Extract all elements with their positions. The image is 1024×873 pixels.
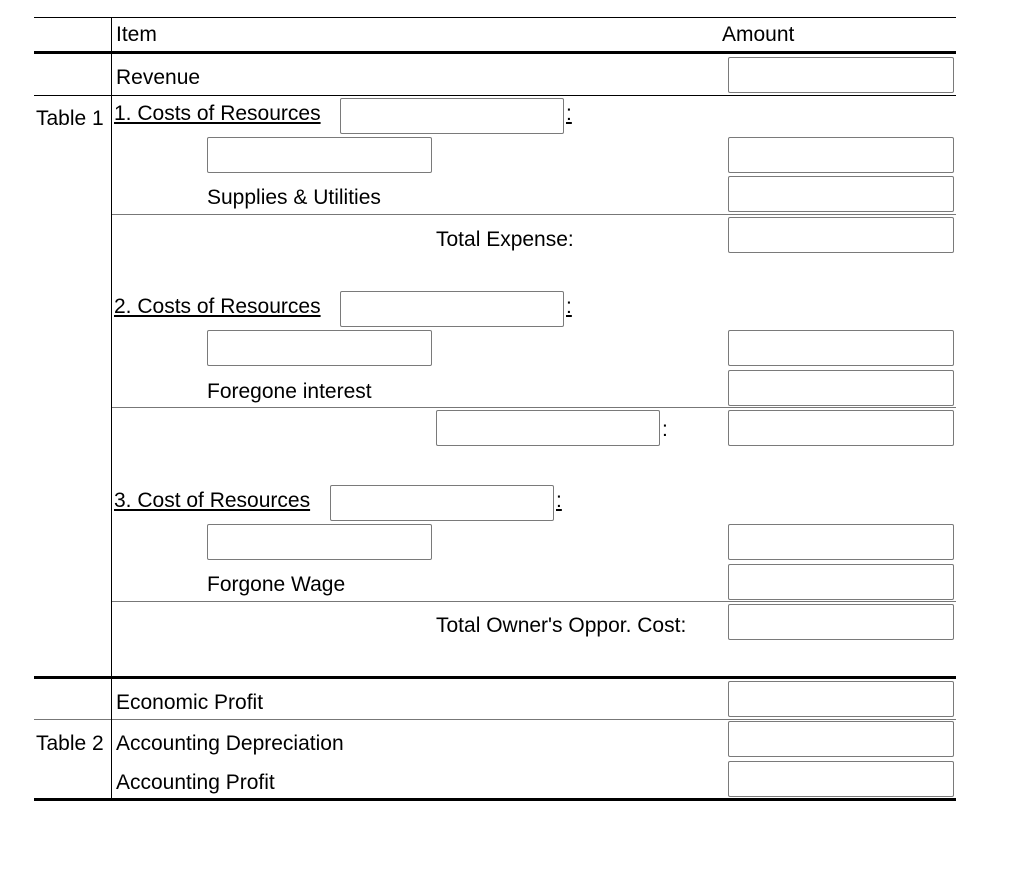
section2-colon: : (566, 295, 572, 318)
accounting-profit-amount-input[interactable] (728, 761, 954, 797)
table2-label: Table 2 (36, 732, 104, 755)
section2-item-amount-input[interactable] (728, 330, 954, 366)
section1-subtotal-rule (112, 214, 956, 215)
forgone-wage-label: Forgone Wage (207, 573, 346, 596)
foregone-interest-amount-input[interactable] (728, 370, 954, 406)
section1-label-input[interactable] (340, 98, 564, 134)
item-header: Item (116, 23, 157, 46)
revenue-label: Revenue (116, 66, 201, 89)
revenue-rule (34, 95, 956, 96)
table2-bottom-rule (34, 798, 956, 801)
revenue-amount-input[interactable] (728, 57, 954, 93)
accounting-depreciation-amount-input[interactable] (728, 721, 954, 757)
table1-label: Table 1 (36, 107, 104, 130)
subtotal2-amount-input[interactable] (728, 410, 954, 446)
supplies-label: Supplies & Utilities (207, 186, 381, 209)
economic-profit-label: Economic Profit (116, 691, 264, 714)
foregone-interest-label: Foregone interest (207, 380, 372, 403)
section3-colon: : (556, 489, 562, 512)
section2-subtotal-rule (112, 407, 956, 408)
header-rule (34, 51, 956, 54)
forgone-wage-amount-input[interactable] (728, 564, 954, 600)
section3-subtotal-rule (112, 601, 956, 602)
economic-profit-amount-input[interactable] (728, 681, 954, 717)
subtotal2-colon: : (662, 418, 668, 441)
total-owner-opportunity-cost-input[interactable] (728, 604, 954, 640)
section1-item-name-input[interactable] (207, 137, 432, 173)
section3-label-input[interactable] (330, 485, 554, 521)
accounting-profit-label: Accounting Profit (116, 771, 275, 794)
section2-item-name-input[interactable] (207, 330, 432, 366)
subtotal2-label-input[interactable] (436, 410, 660, 446)
amount-header: Amount (722, 23, 795, 46)
label-column-divider (111, 17, 112, 801)
economic-profit-rule (34, 719, 956, 720)
accounting-depreciation-label: Accounting Depreciation (116, 732, 344, 755)
section2-label-input[interactable] (340, 291, 564, 327)
section1-colon: : (566, 102, 572, 125)
total-expense-label: Total Expense: (436, 228, 574, 251)
top-border (34, 17, 956, 18)
section2-title: 2. Costs of Resources (114, 295, 321, 318)
supplies-amount-input[interactable] (728, 176, 954, 212)
section3-item-name-input[interactable] (207, 524, 432, 560)
total-expense-amount-input[interactable] (728, 217, 954, 253)
total-owner-opportunity-cost-label: Total Owner's Oppor. Cost: (436, 614, 687, 637)
section1-title: 1. Costs of Resources (114, 102, 321, 125)
table1-bottom-rule (34, 676, 956, 679)
section1-item-amount-input[interactable] (728, 137, 954, 173)
section3-item-amount-input[interactable] (728, 524, 954, 560)
section3-title: 3. Cost of Resources (114, 489, 311, 512)
